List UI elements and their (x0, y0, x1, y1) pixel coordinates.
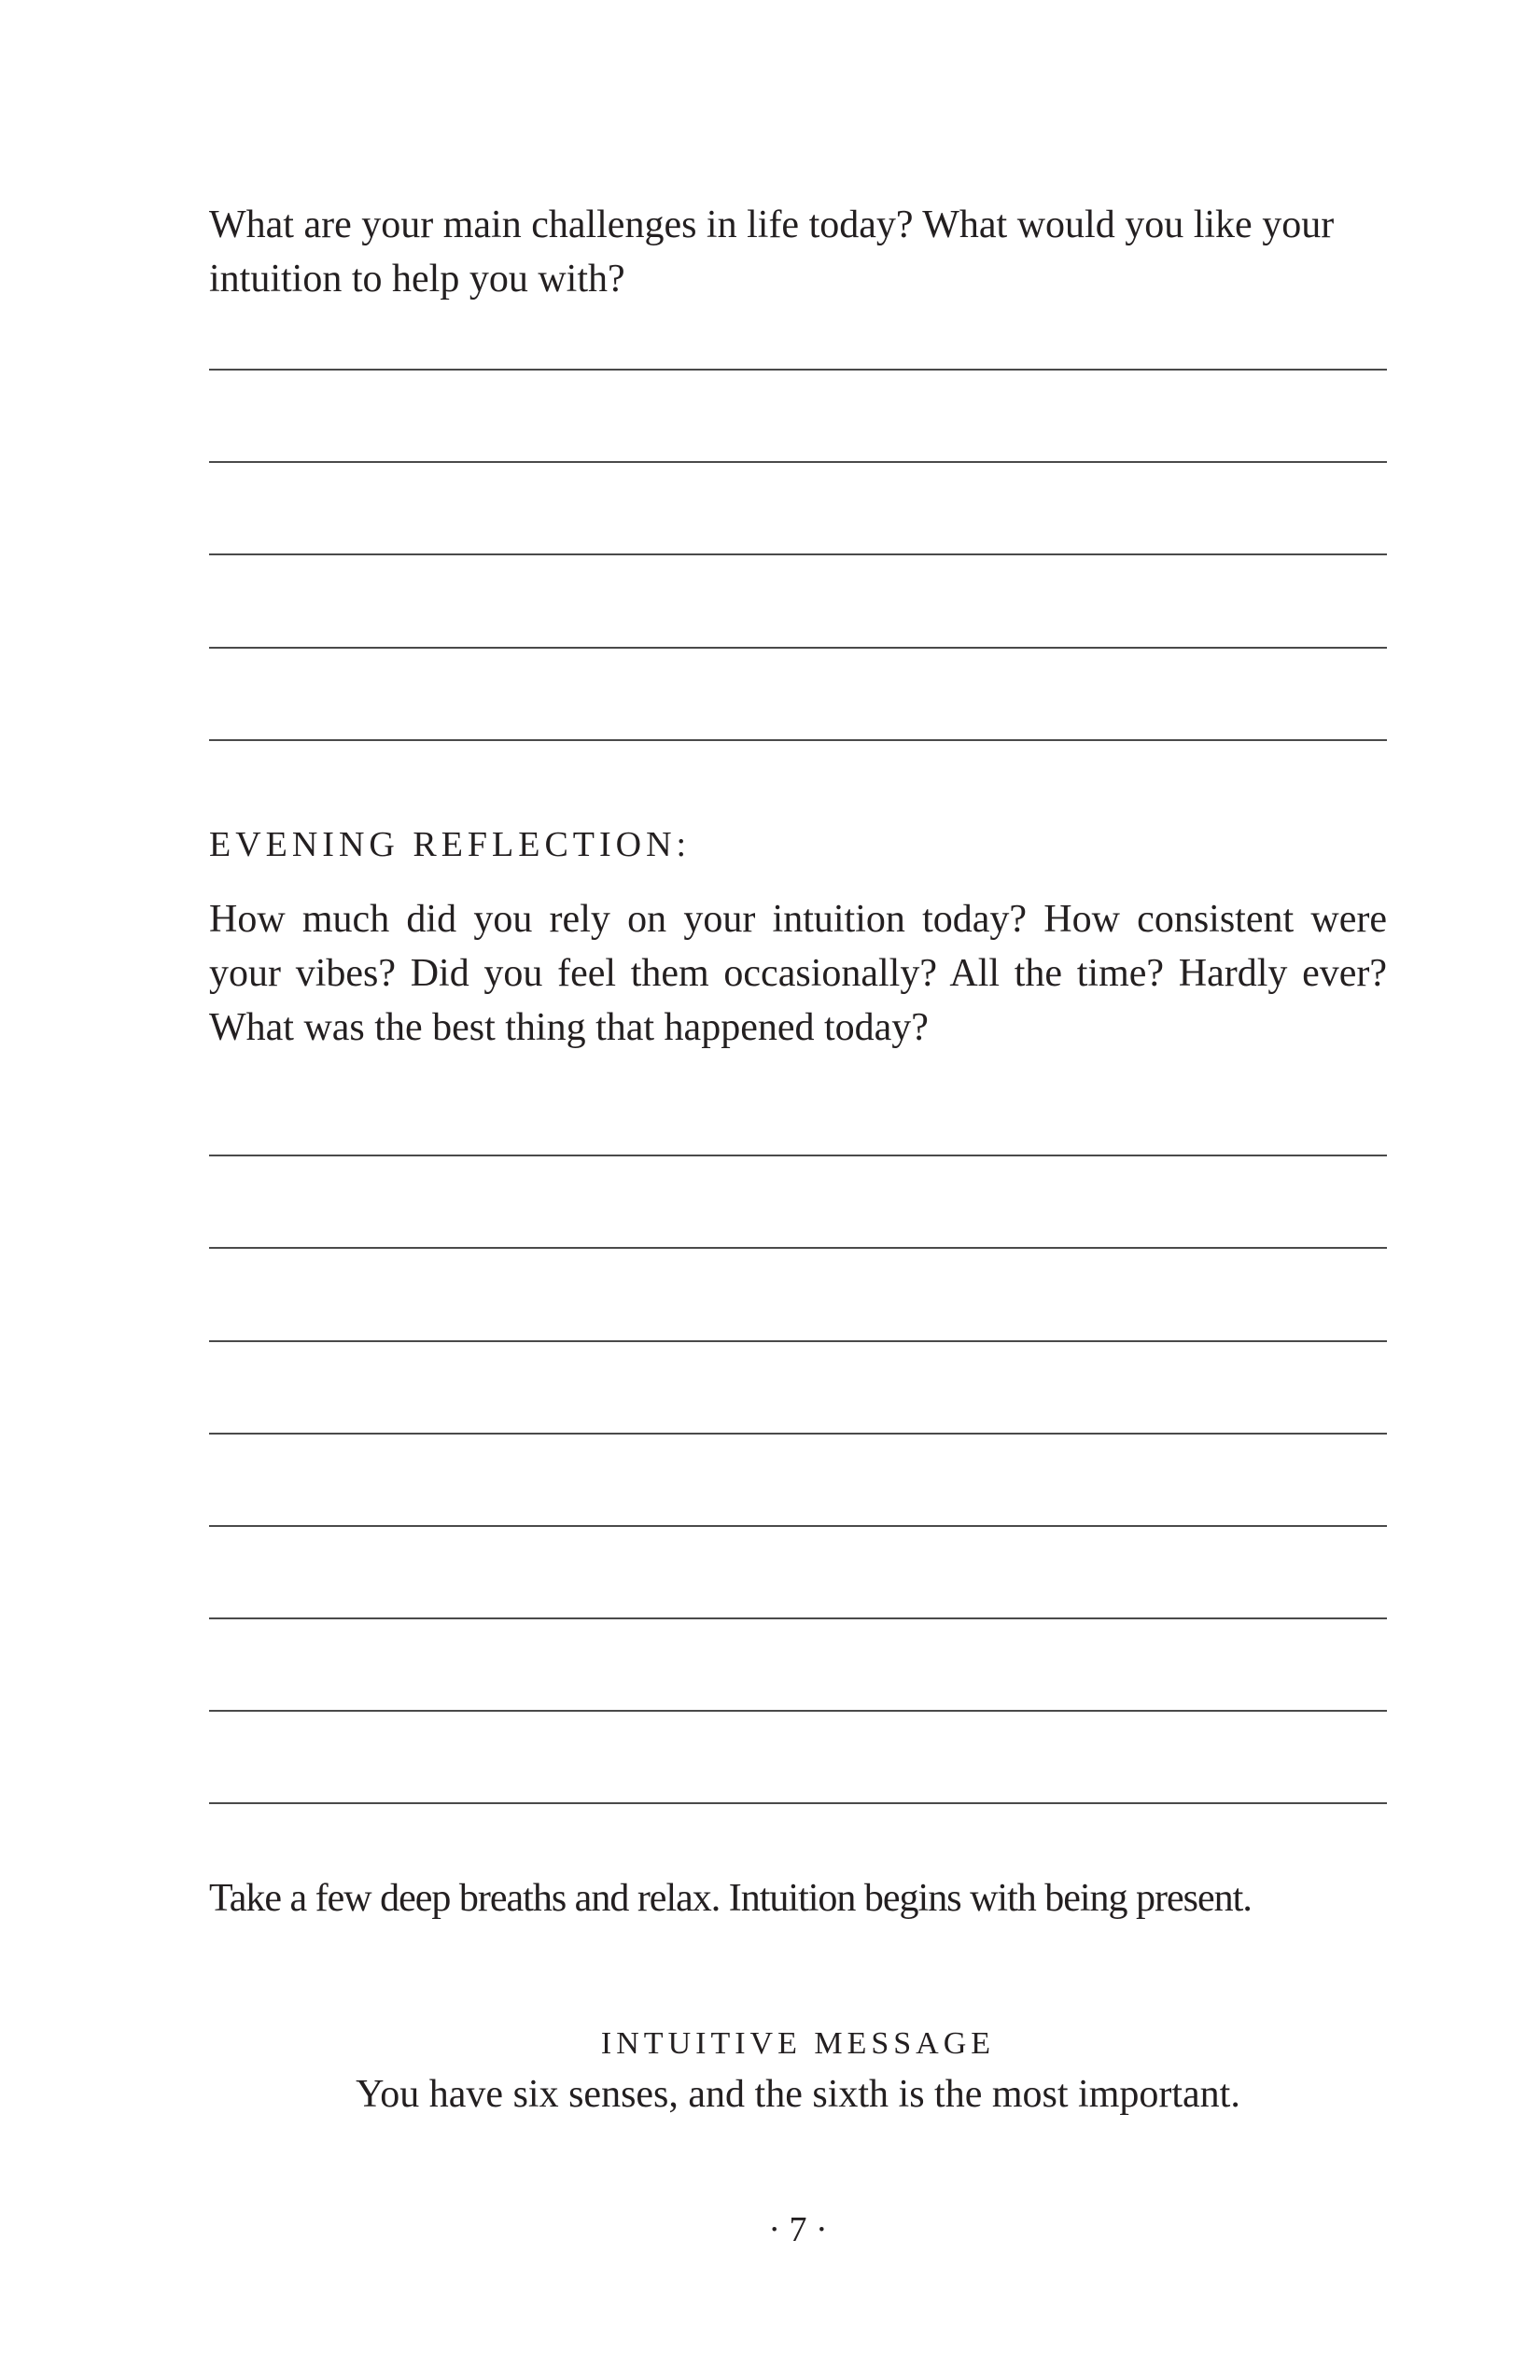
morning-prompt: What are your main challenges in life today? What would you like your intuition to help you with? (209, 203, 1335, 301)
writing-line[interactable] (209, 461, 1387, 463)
writing-line[interactable] (209, 739, 1387, 741)
writing-line[interactable] (209, 1247, 1387, 1249)
writing-line[interactable] (209, 1617, 1387, 1619)
writing-line[interactable] (209, 553, 1387, 555)
writing-line[interactable] (209, 1525, 1387, 1527)
writing-line[interactable] (209, 1433, 1387, 1435)
writing-line[interactable] (209, 647, 1387, 649)
page-number: · 7 · (768, 2210, 828, 2249)
intuitive-message-text: You have six senses, and the sixth is the most important. (356, 2073, 1240, 2116)
evening-prompt: How much did you rely on your intuition today? How consistent were your vibes? Did you feel them occasionally? All the time? Hardly ever? What was the best thing that happened today? (209, 898, 1387, 1049)
writing-line[interactable] (209, 1710, 1387, 1712)
evening-reflection-heading: EVENING REFLECTION: (209, 825, 692, 864)
writing-line[interactable] (209, 1155, 1387, 1156)
writing-line[interactable] (209, 369, 1387, 371)
writing-line[interactable] (209, 1340, 1387, 1342)
closing-instruction: Take a few deep breaths and relax. Intuition begins with being present. (209, 1877, 1252, 1920)
writing-line[interactable] (209, 1802, 1387, 1804)
intuitive-message-heading: INTUITIVE MESSAGE (600, 2026, 996, 2061)
